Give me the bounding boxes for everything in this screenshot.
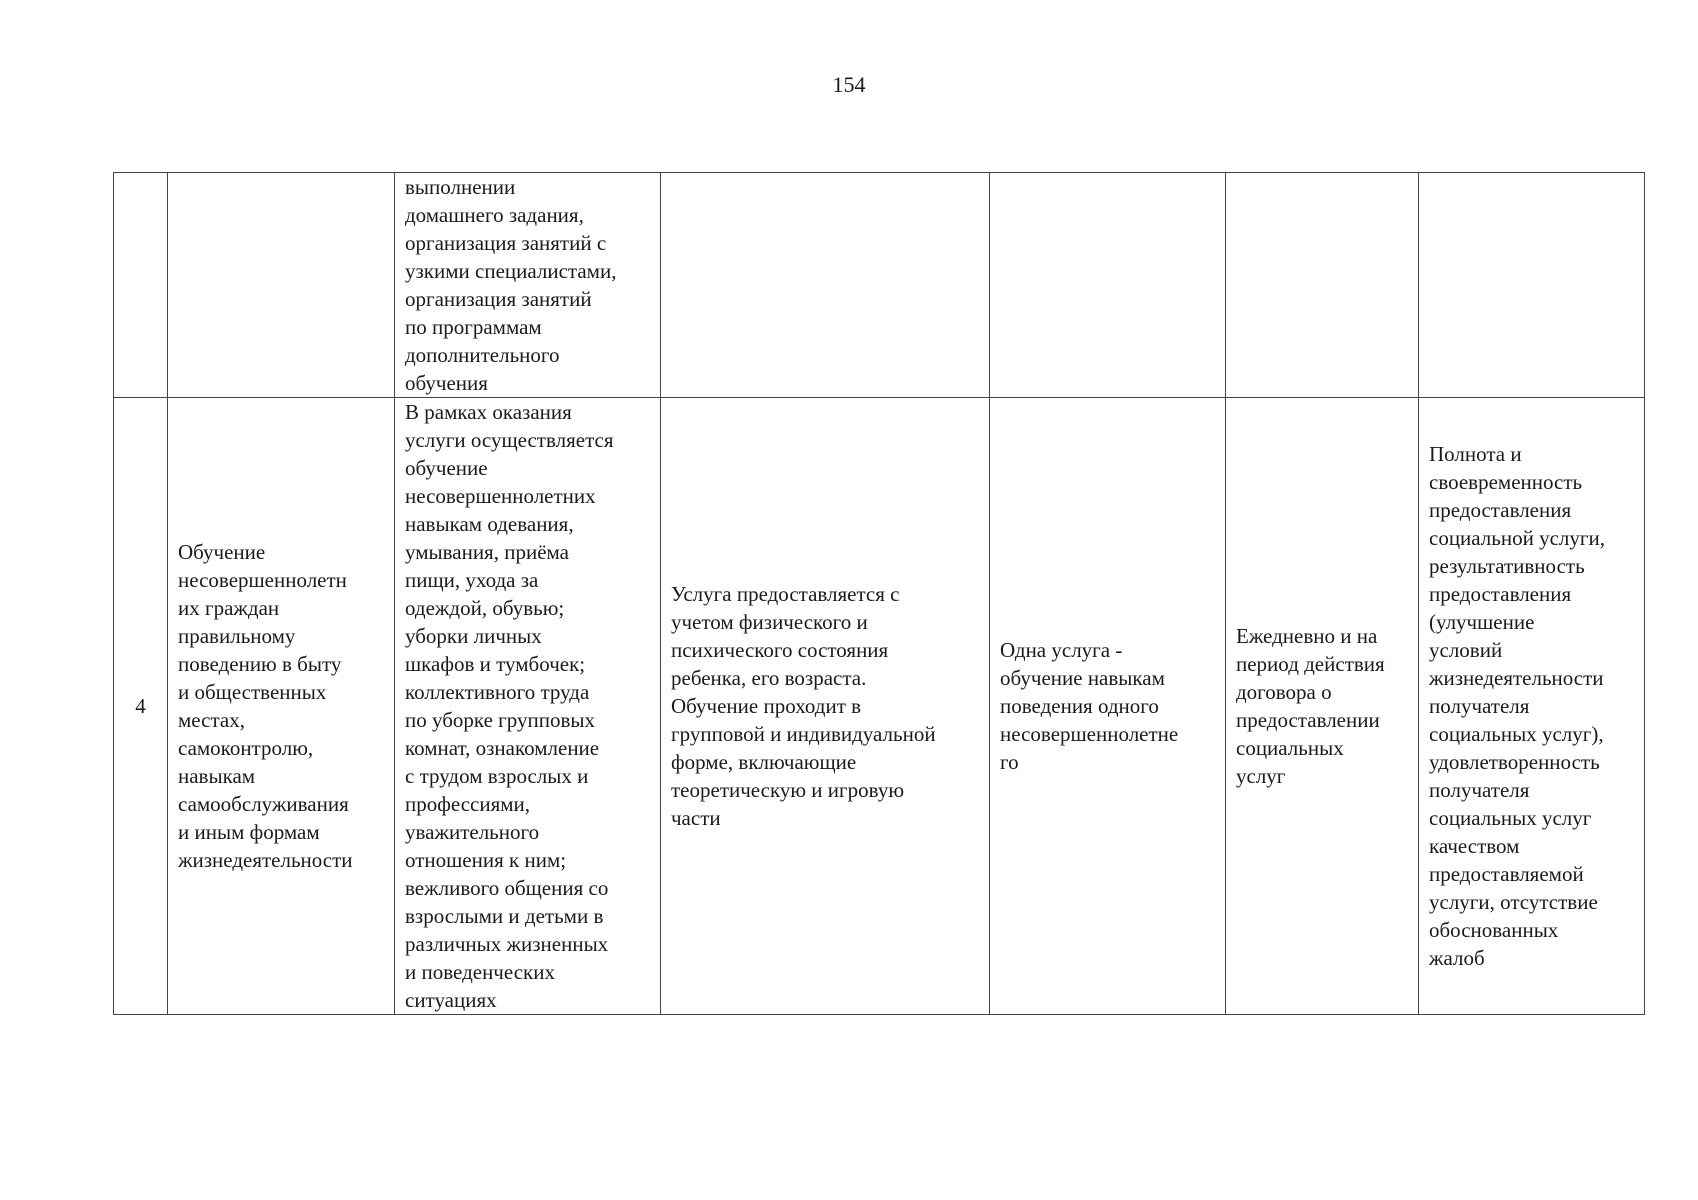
service-conditions-cell — [661, 173, 990, 398]
row-number-cell: 4 — [114, 398, 168, 1015]
service-quality-cell: Полнота и своевременность предоставления социальной услуги, результативность предоставления (улучшение условий жизнедеятельности получателя социальных услуг), удовлетворенность получателя социальных услуг качеством предоставляемой услуги, отсутствие обоснованных жалоб — [1419, 398, 1645, 1015]
service-name-cell — [168, 173, 395, 398]
row-number-cell — [114, 173, 168, 398]
table-row — [114, 173, 1645, 398]
service-period-cell: Ежедневно и на период действия договора о предоставлении социальных услуг — [1226, 398, 1419, 1015]
service-content-cell: выполнении домашнего задания, организация занятий с узкими специалистами, организация занятий по программам дополнительного обучения — [395, 173, 661, 398]
table-row — [114, 398, 1645, 1015]
services-table — [113, 172, 1645, 1015]
service-name-cell: Обучение несовершеннолетн их граждан правильному поведению в быту и общественных местах, самоконтролю, навыкам самообслуживания и иным формам жизнедеятельности — [168, 398, 395, 1015]
service-content-cell: В рамках оказания услуги осуществляется обучение несовершеннолетних навыкам одевания, умывания, приёма пищи, ухода за одеждой, обувью; уборки личных шкафов и тумбочек; коллективного труда по уборке групповых комнат, ознакомление с трудом взрослых и профессиями, уважительного отношения к ним; вежливого общения со взрослыми и детьми в различных жизненных и поведенческих ситуациях — [395, 398, 661, 1015]
service-conditions-cell: Услуга предоставляется с учетом физического и психического состояния ребенка, его возраста. Обучение проходит в групповой и индивидуальной форме, включающие теоретическую и игровую части — [661, 398, 990, 1015]
page-number: 154 — [832, 72, 866, 97]
service-volume-cell — [990, 173, 1226, 398]
service-volume-cell: Одна услуга - обучение навыкам поведения одного несовершеннолетне го — [990, 398, 1226, 1015]
service-period-cell — [1226, 173, 1419, 398]
service-quality-cell — [1419, 173, 1645, 398]
